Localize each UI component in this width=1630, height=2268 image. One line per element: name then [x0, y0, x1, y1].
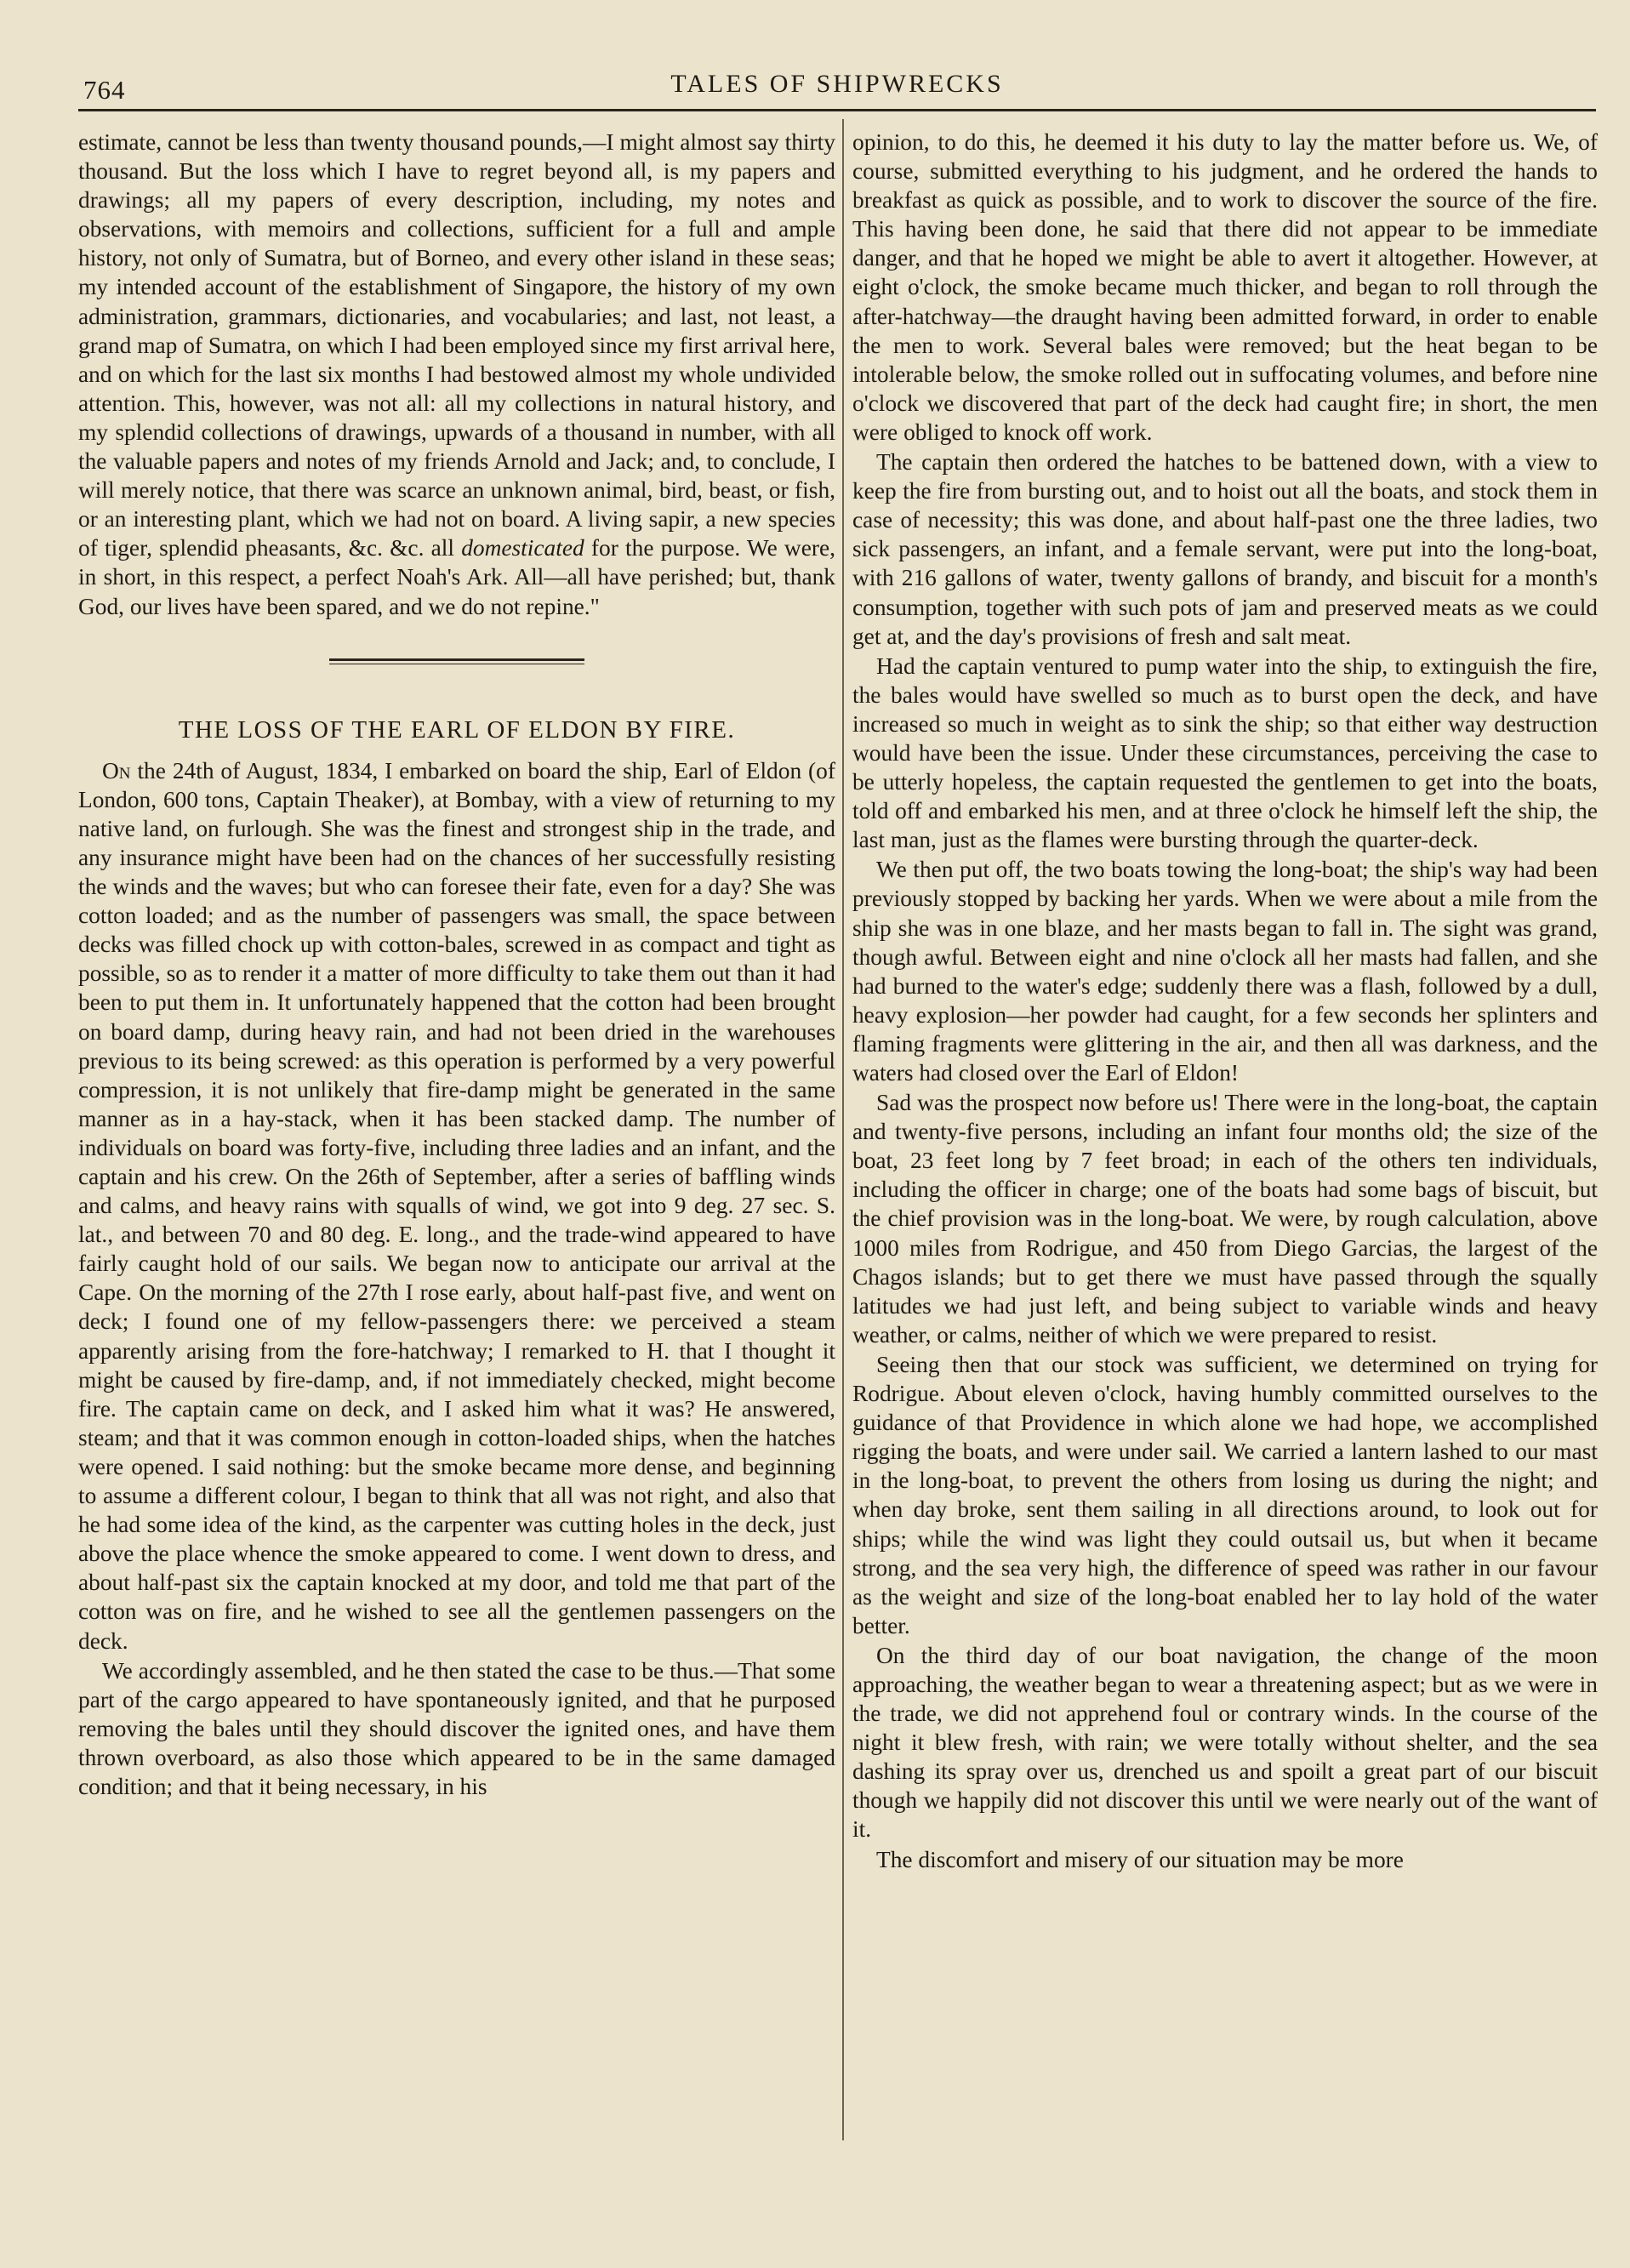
paragraph-7: Seeing then that our stock was sufficient, we determined on trying for Rodrigue. About eleven o'clock, having humbly committed ourselves to the guidance of that Providence in which alone we had hope, we accomplished rigging the boats, and were under sail. We carried a lantern lashed to our mast in the long-boat, to prevent the others from losing us during the night; and when day broke, sent them sailing in all directions around, to look out for ships; while the wind was light they could outsail us, but when it became strong, and the sea very high, the difference of speed was rather in our favour as the weight and size of the long-boat enabled her to lay hold of the water better. [852, 1351, 1598, 1638]
header-rule [78, 109, 1596, 111]
paragraph-4: Had the captain ventured to pump water into the ship, to extinguish the fire, the bales would have swelled so much as to burst open the deck, and have increased so much in weight as to sink the ship; so that either way destruction would have been the issue. Under these circumstances, perceiving the case to be utterly hopeless, the captain requested the gentlemen to get into the boats, told off and embarked his men, and at three o'clock he himself left the ship, the last man, just as the flames were bursting through the quarter-deck. [852, 652, 1598, 853]
paragraph-8: On the third day of our boat navigation, the change of the moon approaching, the weather began to wear a threatening aspect; but as we were in the trade, we did not apprehend foul or contrary winds. In the course of the night it blew fresh, with rain; we were totally without shelter, and the sea dashing its spray over us, drenched us and spoilt a great part of our biscuit though we happily did not discover this until we were nearly out of the want of it. [852, 1642, 1598, 1843]
column-divider [842, 119, 844, 2140]
paragraph-3: The captain then ordered the hatches to be battened down, with a view to keep the fire from bursting out, and to hoist out all the boats, and stock them in case of necessity; this was done, and about half-past one the three ladies, two sick passengers, an infant, and a female servant, were put into the long-boat, with 216 gallons of water, twenty gallons of brandy, and biscuit for a month's consumption, together with such pots of jam and preserved meats as we could get at, and the day's provisions of fresh and salt meat. [852, 449, 1598, 649]
paragraph-5: We then put off, the two boats towing the long-boat; the ship's way had been previously stopped by backing her yards. When we were about a mile from the ship she was in one blaze, and her masts began to fall in. The sight was grand, though awful. Between eight and nine o'clock all her masts had fallen, and she had burned to the water's edge; suddenly there was a flash, followed by a dull, heavy explosion—her powder had caught, for a few seconds her splinters and flaming fragments were glittering in the air, and then all was darkness, and the waters had closed over the Earl of Eldon! [852, 857, 1598, 1086]
right-column [852, 128, 1598, 1874]
paragraph-6: Sad was the prospect now before us! There were in the long-boat, the captain and twenty-five persons, including an infant four months old; the size of the boat, 23 feet long by 7 feet broad; in each of the others ten individuals, including the officer in charge; one of the boats had some bags of biscuit, but the chief provision was in the long-boat. We were, by rough calculation, above 1000 miles from Rodrigue, and 450 from Diego Garcias, the largest of the Chagos islands; but to get there we must have passed through the squally latitudes we had just left, and being subject to variable winds and heavy weather, or calms, neither of which we were prepared to resist. [852, 1090, 1598, 1348]
left-column [78, 128, 835, 1801]
paragraph-intro-emphasis: domesticated [461, 535, 584, 561]
paragraph-intro-end: for the purpose. We were, in short, in this respect, a perfect Noah's Ark. All—all have perished; but, thank God, our lives have been spared, and we do not repine." [78, 535, 835, 619]
paragraph-1 [78, 756, 835, 1655]
section-divider [329, 658, 584, 664]
paragraph-continuation: opinion, to do this, he deemed it his duty to lay the matter before us. We, of course, submitted everything to his judgment, and he ordered the hands to breakfast as quick as possible, and to work to discover the source of the fire. This having been done, he said that there did not appear to be immediate danger, and that he hoped we might be able to avert it altogether. However, at eight o'clock, the smoke became much thicker, and began to roll through the after-hatchway—the draught having been admitted forward, in order to enable the men to work. Several bales were removed; but the heat began to be intolerable below, the smoke rolled out in suffocating volumes, and before nine o'clock we discovered that part of the deck had caught fire; in short, the men were obliged to knock off work. [852, 129, 1598, 445]
paragraph-9: The discomfort and misery of our situation may be more [876, 1846, 1404, 1872]
paragraph-1-text: the 24th of August, 1834, I embarked on board the ship, Earl of Eldon (of London, 600 tons, Captain Theaker), at Bombay, with a view of returning to my native land, on furlough. She was the finest and strongest ship in the trade, and any insurance might have been had on the chances of her successfully resisting the winds and the waves; but who can foresee their fate, even for a day? She was cotton loaded; and as the number of passengers was small, the space between decks was filled chock up with cotton-bales, screwed in as compact and tight as possible, so as to render it a matter of more difficulty to take them out than it had been to put them in. It unfortunately happened that the cotton had been brought on board damp, during heavy rain, and had not been dried in the warehouses previous to its being screwed: as this operation is performed by a very powerful compression, it is not unlikely that fire-damp might be generated in the same manner as in a hay-stack, when it has been stacked damp. The number of individuals on board was forty-five, including three ladies and an infant, and the captain and his crew. On the 26th of September, after a series of baffling winds and calms, and heavy rains with squalls of wind, we got into 9 deg. 27 sec. S. lat., and between 70 and 80 deg. E. long., and the trade-wind appeared to have fairly caught hold of our sails. We began now to anticipate our arrival at the Cape. On the morning of the 27th I rose early, about half-past five, and went on deck; I found one of my fellow-passengers there: we perceived a steam apparently arising from the fore-hatchway; I remarked to H. that I thought it might be caused by fire-damp, and, if not immediately checked, might become fire. The captain came on deck, and I asked him what it was? He answered, steam; and that it was common enough in cotton-loaded ships, when the hatches were opened. I said nothing: but the smoke became more dense, and beginning to assume a different colour, I began to think that all was not right, and also that he had some idea of the kind, as the carpenter was cutting holes in the deck, just above the place whence the smoke appeared to come. I went down to dress, and about half-past six the captain knocked at my door, and told me that part of the cotton was on fire, and he wished to see all the gentlemen passengers on the deck. [78, 757, 835, 1654]
paragraph-intro-text: estimate, cannot be less than twenty thousand pounds,—I might almost say thirty thousand. But the loss which I have to regret beyond all, is my papers and drawings; all my papers of every description, including, my notes and observations, with memoirs and collections, sufficient for a full and ample history, not only of Sumatra, but of Borneo, and every other island in these seas; my intended account of the establishment of Singapore, the history of my own administration, grammars, dictionaries, and vocabularies; and last, not least, a grand map of Sumatra, on which I had been employed since my first arrival here, and on which for the last six months I had bestowed almost my whole undivided attention. This, however, was not all: all my collections in natural history, and my splendid collections of drawings, upwards of a thousand in number, with all the valuable papers and notes of my friends Arnold and Jack; and, to conclude, I will merely notice, that there was scarce an unknown animal, bird, beast, or fish, or an interesting plant, which we had not on board. A living sapir, a new species of tiger, splendid pheasants, &c. &c. all [78, 129, 835, 561]
paragraph-2: We accordingly assembled, and he then stated the case to be thus.—That some part of the cargo appeared to have spontaneously ignited, and that he purposed removing the bales until they should discover the ignited ones, and have them thrown overboard, as also those which appeared to be in the same damaged condition; and that it being necessary, in his [78, 1657, 835, 1799]
running-head: TALES OF SHIPWRECKS [670, 70, 1004, 98]
page-number: 764 [83, 75, 126, 105]
page-header [78, 60, 1596, 111]
section-title: THE LOSS OF THE EARL OF ELDON BY FIRE. [178, 715, 736, 744]
paragraph-intro-continuation [78, 128, 835, 621]
paragraph-1-dropcap: On [102, 757, 131, 784]
